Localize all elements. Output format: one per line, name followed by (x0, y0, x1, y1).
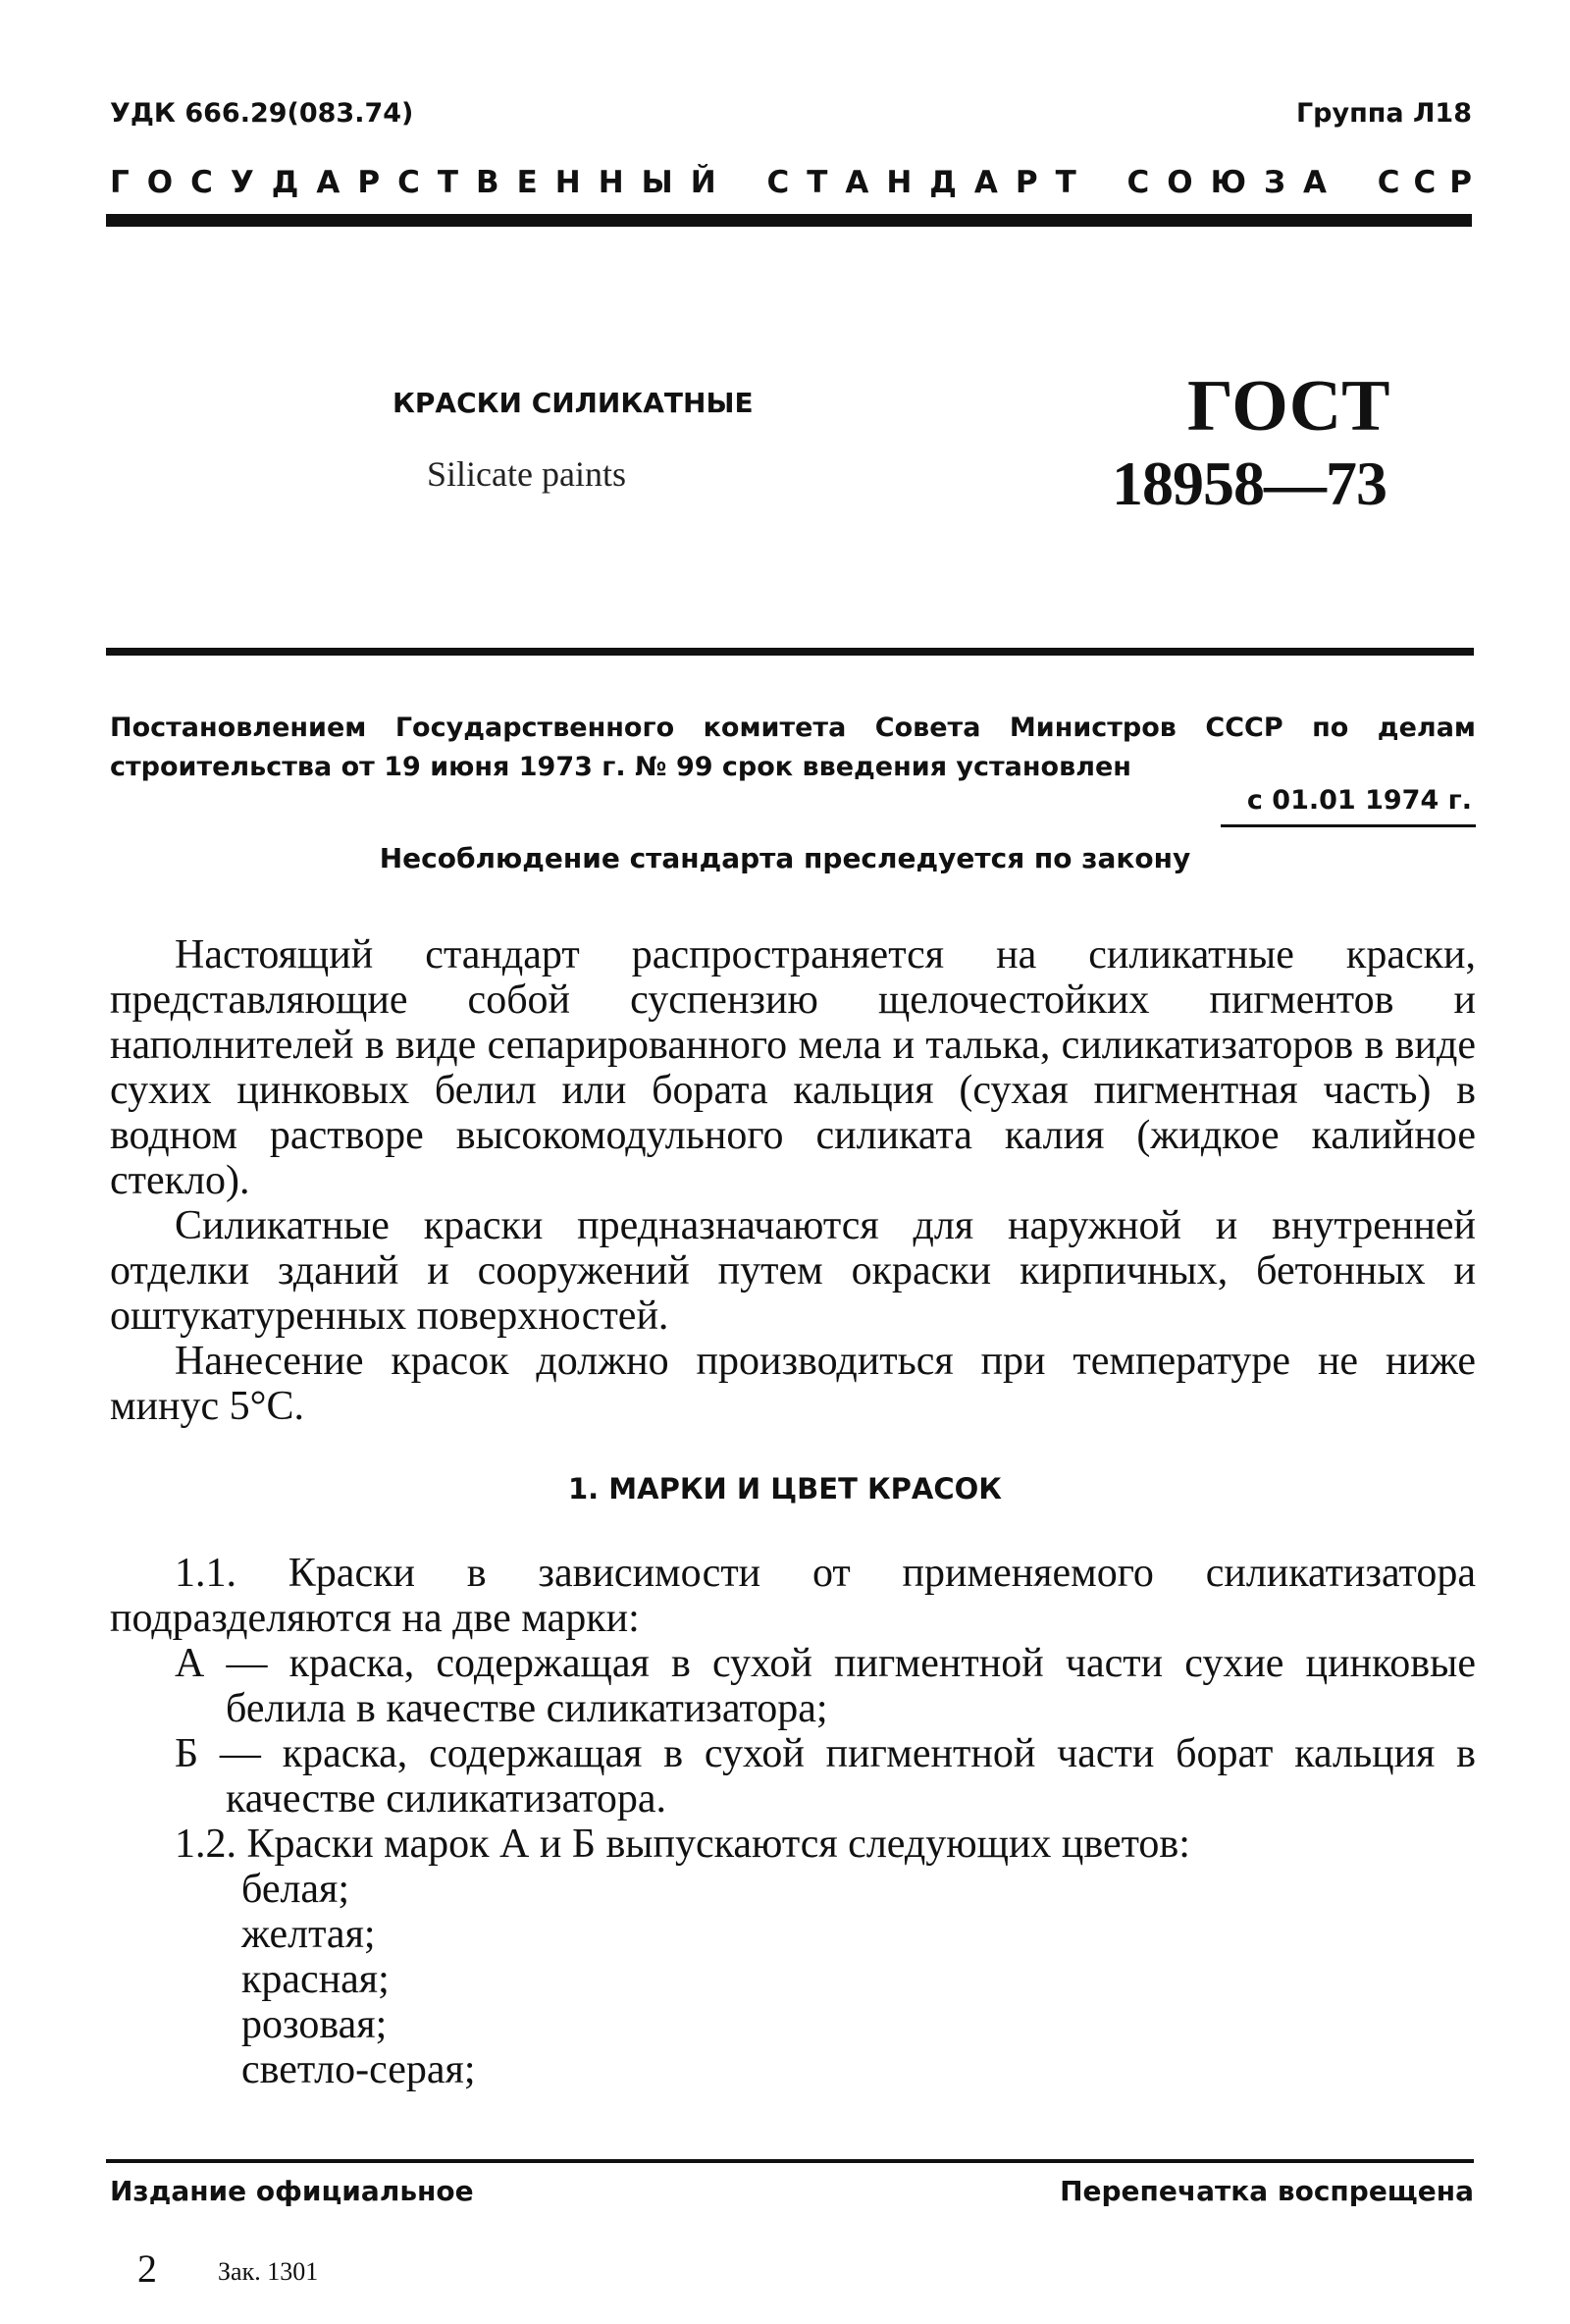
color-item: белая; (241, 1867, 350, 1912)
state-title-word: СОЮЗА (1126, 165, 1345, 200)
section-title: 1. МАРКИ И ЦВЕТ КРАСОК (567, 1472, 1003, 1505)
standard-name-ru: КРАСКИ СИЛИКАТНЫЕ (392, 387, 754, 419)
legal-warning: Несоблюдение стандарта преследуется по закону (379, 842, 1191, 874)
introduction (110, 932, 1476, 1429)
official-publication: Издание официальное (110, 2175, 474, 2207)
effective-date-underline (1221, 824, 1476, 827)
mark-a-item: А — краска, содержащая в сухой пигментной части сухие цинковые белила в качестве силикатизатора; (175, 1641, 1476, 1731)
reprint-notice: Перепечатка воспрещена (1060, 2175, 1474, 2207)
decree-text (110, 709, 1476, 787)
mark-b-item: Б — краска, содержащая в сухой пигментной части борат кальция в качестве силикатизатора. (175, 1731, 1476, 1822)
color-item: желтая; (241, 1912, 376, 1957)
udc-code: УДК 666.29(083.74) (110, 98, 414, 129)
color-item: красная; (241, 1957, 390, 2002)
gost-number: 18958—73 (1112, 449, 1387, 518)
decree-line: строительства от 19 июня 1973 г. № 99 срок введения установлен (110, 752, 1131, 782)
order-number: Зак. 1301 (218, 2257, 319, 2286)
intro-paragraph: Настоящий стандарт распространяется на силикатные краски, представляющие собой суспензию щелочестойких пигментов и наполнителей в виде сепарированного мела и талька, силикатизаторов в виде сухих цинковых белил или бората кальция (сухая пигментная часть) в водном растворе высокомодульного силиката калия (жидкое калийное стекло). (110, 932, 1476, 1203)
clause-1-1: 1.1. Краски в зависимости от применяемого силикатизатора подразделяются на две марки: (110, 1551, 1476, 1641)
state-title-word: ССР (1377, 165, 1486, 200)
group-code: Группа Л18 (1295, 98, 1472, 129)
standard-name-en: Silicate paints (427, 454, 626, 494)
state-standard-title (110, 165, 1486, 200)
footer-rule (106, 2159, 1474, 2163)
state-title-word: СТАНДАРТ (766, 165, 1094, 200)
header-rule (106, 214, 1472, 227)
section-1-body (110, 1551, 1476, 2092)
intro-paragraph: Силикатные краски предназначаются для наружной и внутренней отделки зданий и сооружений путем окраски кирпичных, бетонных и оштукатуренных поверхностей. (110, 1203, 1476, 1339)
page-number: 2 (137, 2246, 157, 2291)
decree-line: Постановлением Государственного комитета Совета Министров СССР по делам (110, 713, 1476, 743)
clause-1-2: 1.2. Краски марок А и Б выпускаются следующих цветов: (175, 1822, 1190, 1867)
title-rule (106, 648, 1474, 656)
color-item: светло-серая; (241, 2047, 476, 2092)
effective-date: с 01.01 1974 г. (1246, 785, 1472, 816)
color-list (110, 1867, 1476, 2092)
color-item: розовая; (241, 2002, 388, 2047)
state-title-word: ГОСУДАРСТВЕННЫЙ (110, 165, 734, 200)
intro-paragraph: Нанесение красок должно производиться при температуре не ниже минус 5°С. (110, 1339, 1476, 1429)
gost-label: ГОСТ (1187, 366, 1390, 447)
